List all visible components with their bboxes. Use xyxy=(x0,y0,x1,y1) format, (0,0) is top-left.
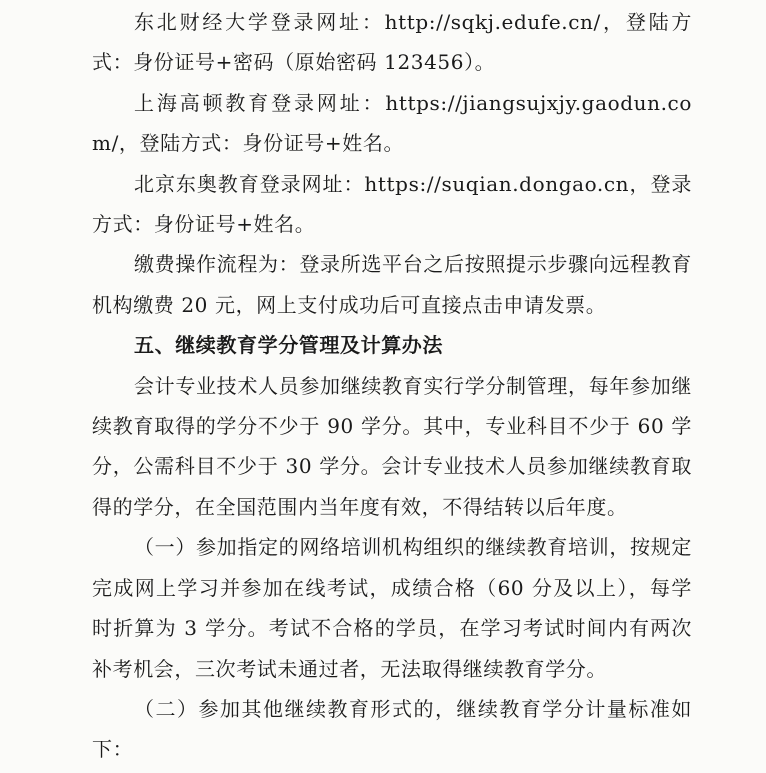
section-heading: 五、继续教育学分管理及计算办法 xyxy=(134,333,443,358)
paragraph-credit-management: 会计专业技术人员参加继续教育实行学分制管理，每年参加继续教育取得的学分不少于 90 学分。其中，专业科目不少于 60 学分，公需科目不少于 30 学分。会计专业技术人员参加继续教育取得的学分，在全国范围内当年度有效，不得结转以后年度。 xyxy=(92,373,692,519)
paragraph-payment-process: 缴费操作流程为：登录所选平台之后按照提示步骤向远程教育机构缴费 20 元，网上支付成功后可直接点击申请发票。 xyxy=(92,252,692,317)
paragraph-dufe-login: 东北财经大学登录网址：http://sqkj.edufe.cn/，登陆方式：身份证号+密码（原始密码 123456）。 xyxy=(92,10,692,75)
paragraph-other-forms-credits: （二）参加其他继续教育形式的，继续教育学分计量标准如下： xyxy=(92,696,692,762)
paragraph-dongao-login: 北京东奥教育登录网址：https://suqian.dongao.cn，登录方式：身份证号+姓名。 xyxy=(92,171,692,237)
paragraph-gaodun-login: 上海高顿教育登录网址：https://jiangsujxjy.gaodun.com/，登陆方式：身份证号+姓名。 xyxy=(92,90,692,156)
document-page xyxy=(0,2,766,773)
paragraph-online-training-credits: （一）参加指定的网络培训机构组织的继续教育培训，按规定完成网上学习并参加在线考试，成绩合格（60 分及以上），每学时折算为 3 学分。考试不合格的学员，在学习考试时间内有两次补考机会，三次考试未通过者，无法取得继续教育学分。 xyxy=(92,535,692,681)
